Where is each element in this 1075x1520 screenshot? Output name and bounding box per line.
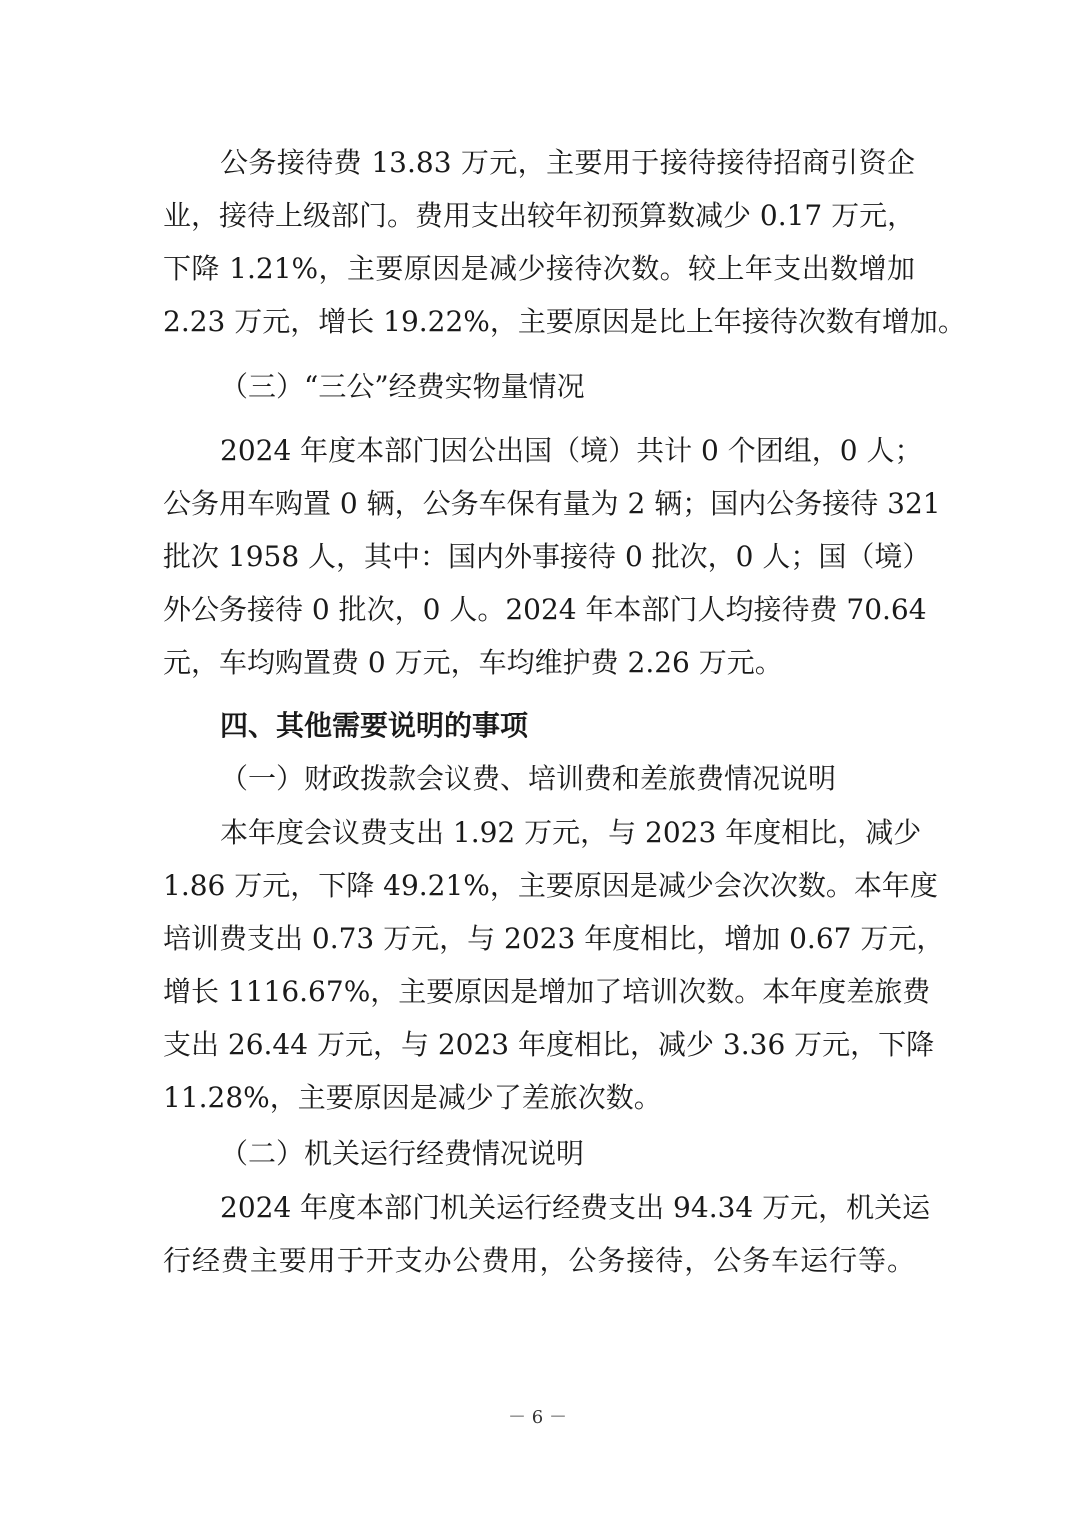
paragraph-line: 外公务接待 0 批次，0 人。2024 年本部门人均接待费 70.64 bbox=[163, 593, 927, 626]
paragraph-line: 11.28%，主要原因是减少了差旅次数。 bbox=[163, 1081, 662, 1114]
paragraph-line: 支出 26.44 万元，与 2023 年度相比，减少 3.36 万元，下降 bbox=[163, 1028, 935, 1061]
paragraph-line: 公务用车购置 0 辆，公务车保有量为 2 辆；国内公务接待 321 bbox=[163, 487, 941, 520]
paragraph-line: 2.23 万元，增长 19.22%，主要原因是比上年接待次数有增加。 bbox=[163, 305, 966, 338]
paragraph-line: 1.86 万元，下降 49.21%，主要原因是减少会次次数。本年度 bbox=[163, 869, 938, 902]
section-subheading: （一）财政拨款会议费、培训费和差旅费情况说明 bbox=[220, 762, 837, 795]
section-subheading: （三）“三公”经费实物量情况 bbox=[220, 370, 585, 403]
paragraph-line: 业，接待上级部门。费用支出较年初预算数减少 0.17 万元， bbox=[163, 199, 916, 232]
paragraph-line: 本年度会议费支出 1.92 万元，与 2023 年度相比，减少 bbox=[220, 816, 922, 849]
section-heading: 四、其他需要说明的事项 bbox=[220, 709, 529, 742]
paragraph-line: 下降 1.21%，主要原因是减少接待次数。较上年支出数增加 bbox=[163, 252, 915, 285]
paragraph-line: 2024 年度本部门因公出国（境）共计 0 个团组，0 人； bbox=[220, 434, 923, 467]
paragraph-line: 增长 1116.67%，主要原因是增加了培训次数。本年度差旅费 bbox=[163, 975, 931, 1008]
page-number: － 6 － bbox=[508, 1407, 567, 1428]
paragraph-line: 批次 1958 人，其中：国内外事接待 0 批次，0 人；国（境） bbox=[163, 540, 931, 573]
paragraph-line: 2024 年度本部门机关运行经费支出 94.34 万元，机关运 bbox=[220, 1191, 931, 1224]
paragraph-line: 培训费支出 0.73 万元，与 2023 年度相比，增加 0.67 万元， bbox=[163, 922, 945, 955]
paragraph-line: 公务接待费 13.83 万元，主要用于接待接待招商引资企 bbox=[220, 146, 915, 179]
paragraph-line: 元，车均购置费 0 万元，车均维护费 2.26 万元。 bbox=[163, 646, 783, 679]
section-subheading: （二）机关运行经费情况说明 bbox=[220, 1137, 585, 1170]
paragraph-line: 行经费主要用于开支办公费用，公务接待，公务车运行等。 bbox=[163, 1244, 915, 1277]
